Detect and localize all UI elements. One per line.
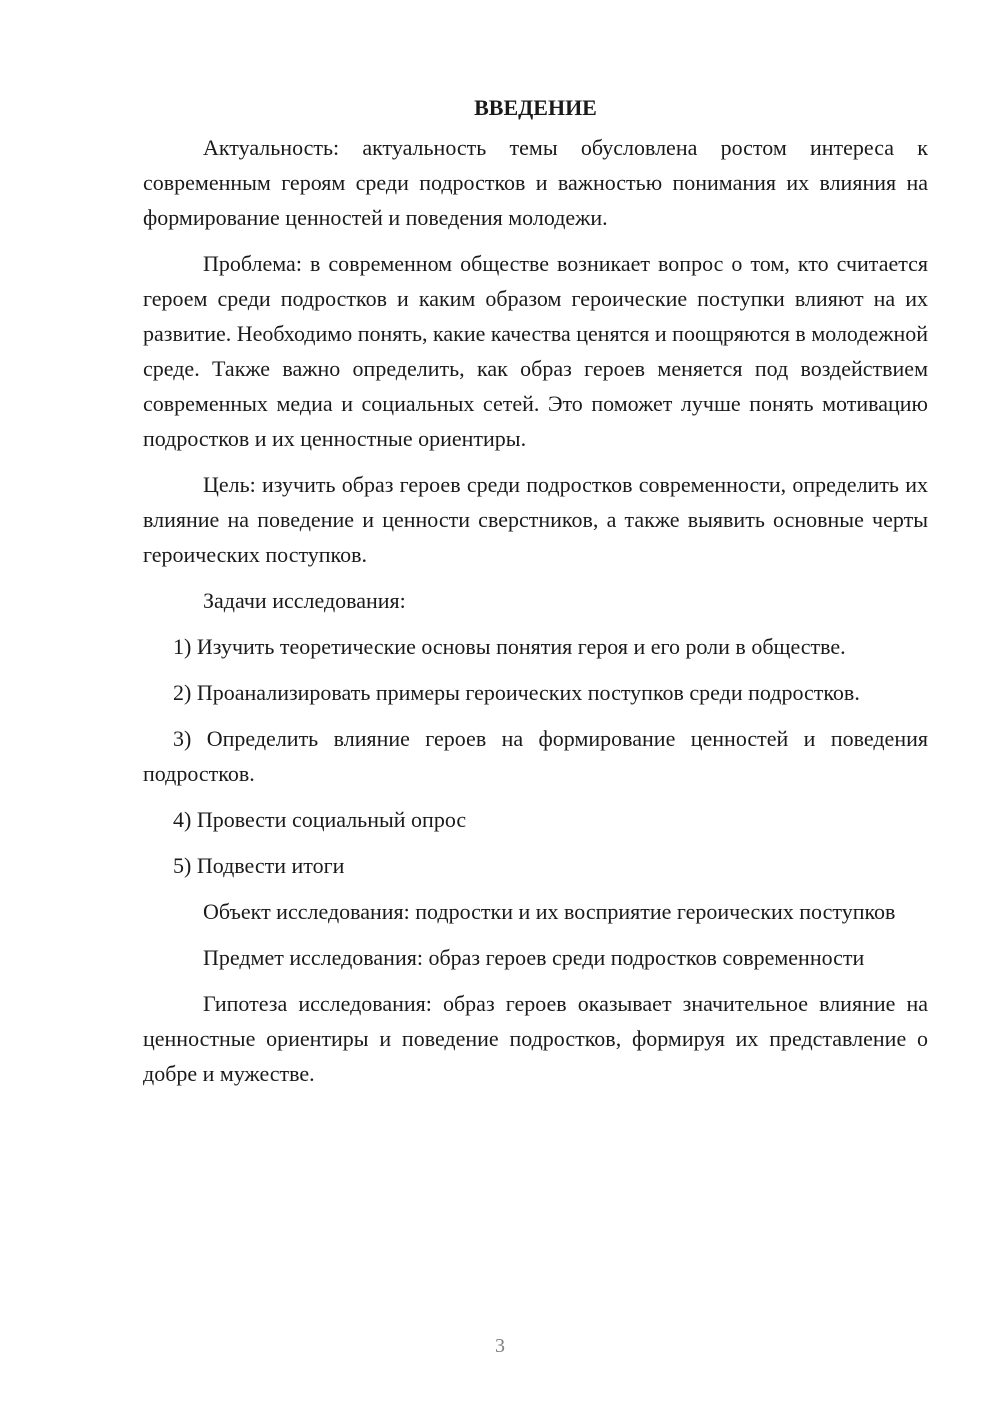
problem-paragraph: Проблема: в современном обществе возникает вопрос о том, кто считается героем среди подростков и каким образом героические поступки влияют на их развитие. Необходимо понять, какие качества ценятся и поощряются в молодежной среде. Также важно определить, как образ героев меняется под воздействием современных медиа и социальных сетей. Это поможет лучше понять мотивацию подростков и их ценностные ориентиры. <box>143 251 928 451</box>
object-paragraph: Объект исследования: подростки и их восприятие героических поступков <box>203 899 896 924</box>
document-page <box>143 90 928 1102</box>
task-item-2: 2) Проанализировать примеры героических поступков среди подростков. <box>173 680 860 705</box>
page-number: 3 <box>495 1335 505 1357</box>
goal-paragraph: Цель: изучить образ героев среди подростков современности, определить их влияние на поведение и ценности сверстников, а также выявить основные черты героических поступков. <box>143 472 928 567</box>
task-item-5: 5) Подвести итоги <box>173 853 345 878</box>
tasks-label: Задачи исследования: <box>203 588 406 613</box>
page-title: ВВЕДЕНИЕ <box>474 95 597 120</box>
task-item-1: 1) Изучить теоретические основы понятия героя и его роли в обществе. <box>173 634 846 659</box>
hypothesis-paragraph: Гипотеза исследования: образ героев оказывает значительное влияние на ценностные ориентиры и поведение подростков, формируя их представление о добре и мужестве. <box>143 991 928 1086</box>
relevance-paragraph: Актуальность: актуальность темы обусловлена ростом интереса к современным героям среди подростков и важностью понимания их влияния на формирование ценностей и поведения молодежи. <box>143 135 928 230</box>
task-item-3: 3) Определить влияние героев на формирование ценностей и поведения подростков. <box>143 726 928 786</box>
task-item-4: 4) Провести социальный опрос <box>173 807 467 832</box>
subject-paragraph: Предмет исследования: образ героев среди подростков современности <box>203 945 865 970</box>
